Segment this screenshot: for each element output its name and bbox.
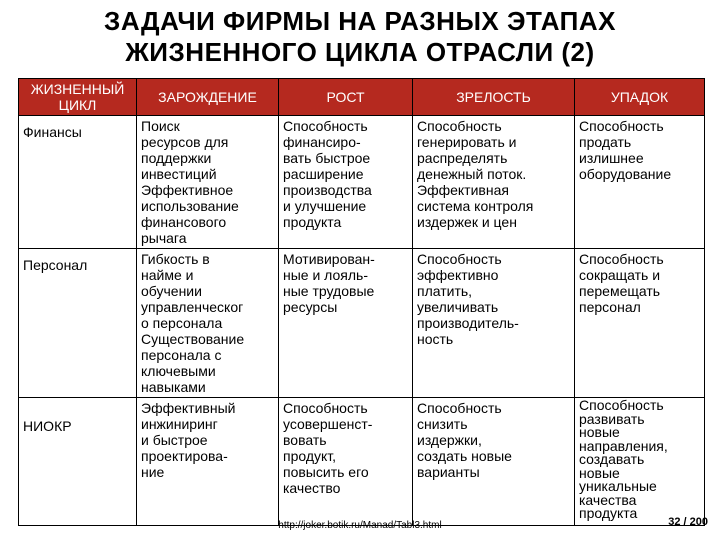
cell-line: Способность	[579, 118, 664, 134]
cell-line: поддержки	[141, 150, 212, 166]
cell-line: ресурсы	[283, 299, 338, 315]
cell-line: Гибкость в	[141, 251, 210, 267]
cell-line: навыками	[141, 379, 206, 395]
cell-line: создать новые	[417, 448, 512, 464]
cell-finance-maturity	[413, 116, 575, 249]
cell-finance-growth	[279, 116, 413, 249]
cell-line: и быстрое	[141, 432, 208, 448]
cell-line: Мотивирован-	[283, 251, 375, 267]
cell-line: производитель-	[417, 315, 519, 331]
cell-line: продать	[579, 134, 632, 150]
cell-line: Эффективное	[141, 182, 234, 198]
cell-line: создавать	[579, 451, 645, 467]
cell-line: качество	[283, 480, 341, 496]
header-emergence: ЗАРОЖДЕНИЕ	[137, 79, 279, 116]
cell-line: ность	[417, 331, 454, 347]
source-url: http://joker.botik.ru/Manad/Tabl3.html	[278, 520, 442, 531]
cell-line: ресурсов для	[141, 134, 229, 150]
slide-title-line-2: ЖИЗНЕННОГО ЦИКЛА ОТРАСЛИ (2)	[125, 37, 595, 67]
cell-line: найме и	[141, 267, 194, 283]
cell-line: издержки,	[417, 432, 482, 448]
row-label-rnd: НИОКР	[19, 398, 137, 526]
page-number: 32 / 200	[668, 516, 708, 528]
cell-personnel-maturity	[413, 249, 575, 398]
cell-line: ние	[141, 464, 165, 480]
cell-line: ные трудовые	[283, 283, 375, 299]
cell-line: издержек и цен	[417, 214, 517, 230]
cell-line: обучении	[141, 283, 202, 299]
cell-line: платить,	[417, 283, 473, 299]
cell-line: Поиск	[141, 118, 180, 134]
cell-line: развивать	[579, 410, 645, 427]
cell-line: перемещать	[579, 283, 661, 299]
cell-line: использование	[141, 198, 239, 214]
cell-line: о персонала	[141, 315, 223, 331]
cell-line: излишнее	[579, 150, 644, 166]
cell-personnel-decline	[575, 249, 705, 398]
cell-line: продукта	[579, 505, 638, 521]
cell-line: Способность	[417, 400, 502, 416]
cell-line: ные и лояль-	[283, 267, 368, 283]
header-lifecycle: ЖИЗНЕННЫЙ ЦИКЛ	[19, 79, 137, 116]
table-row-personnel	[19, 249, 705, 398]
cell-line: управленческог	[141, 299, 244, 315]
cell-line: финансиро-	[283, 134, 361, 150]
slide-title	[0, 6, 720, 68]
cell-finance-decline	[575, 116, 705, 249]
cell-line: продукт,	[283, 448, 337, 464]
table-header-row	[19, 79, 705, 116]
cell-line: финансового	[141, 214, 227, 230]
cell-personnel-growth	[279, 249, 413, 398]
cell-rnd-decline	[575, 398, 705, 526]
cell-line: Эффективный	[141, 400, 236, 416]
cell-line: новые	[579, 464, 620, 481]
cell-line: денежный поток.	[417, 166, 527, 182]
cell-line: снизить	[417, 416, 468, 432]
cell-line: направления,	[579, 437, 668, 454]
cell-line: варианты	[417, 464, 480, 480]
cell-line: проектирова-	[141, 448, 228, 464]
cell-line: инжиниринг	[141, 416, 218, 432]
cell-line: Способность	[417, 251, 502, 267]
cell-rnd-emergence	[137, 398, 279, 526]
cell-line: расширение	[283, 166, 364, 182]
cell-line: генерировать и	[417, 134, 517, 150]
cell-personnel-emergence	[137, 249, 279, 398]
header-maturity: ЗРЕЛОСТЬ	[413, 79, 575, 116]
cell-line: и улучшение	[283, 198, 367, 214]
cell-finance-emergence	[137, 116, 279, 249]
cell-line: Способность	[283, 118, 368, 134]
table-row-rnd	[19, 398, 705, 526]
row-label-personnel: Персонал	[19, 249, 137, 398]
cell-line: новые	[579, 424, 620, 440]
cell-line: усовершенст-	[283, 416, 373, 432]
cell-line: Эффективная	[417, 182, 509, 198]
cell-line: ключевыми	[141, 363, 216, 379]
cell-line: персонала с	[141, 347, 222, 363]
cell-line: увеличивать	[417, 299, 499, 315]
cell-line: эффективно	[417, 267, 499, 283]
cell-line: качества	[579, 491, 637, 508]
slide-title-line-1: ЗАДАЧИ ФИРМЫ НА РАЗНЫХ ЭТАПАХ	[104, 6, 616, 36]
cell-line: система контроля	[417, 198, 534, 214]
cell-line: рычага	[141, 230, 187, 246]
cell-rnd-growth	[279, 398, 413, 526]
cell-line: вать быстрое	[283, 150, 371, 166]
table-row-finance	[19, 116, 705, 249]
header-growth: РОСТ	[279, 79, 413, 116]
cell-line: Существование	[141, 331, 245, 347]
row-label-finance: Финансы	[19, 116, 137, 249]
cell-line: производства	[283, 182, 372, 198]
cell-line: оборудование	[579, 166, 672, 182]
cell-line: вовать	[283, 432, 327, 448]
cell-line: персонал	[579, 299, 641, 315]
cell-rnd-maturity	[413, 398, 575, 526]
cell-line: продукта	[283, 214, 342, 230]
cell-line: распределять	[417, 150, 508, 166]
lifecycle-table	[18, 78, 705, 526]
header-decline: УПАДОК	[575, 79, 705, 116]
cell-line: Способность	[579, 251, 664, 267]
cell-line: повысить его	[283, 464, 369, 480]
cell-line: Способность	[283, 400, 368, 416]
cell-line: уникальные	[579, 478, 657, 494]
cell-line: Способность	[417, 118, 502, 134]
cell-line: сокращать и	[579, 267, 661, 283]
cell-line: Способность	[579, 397, 664, 413]
cell-line: инвестиций	[141, 166, 217, 182]
